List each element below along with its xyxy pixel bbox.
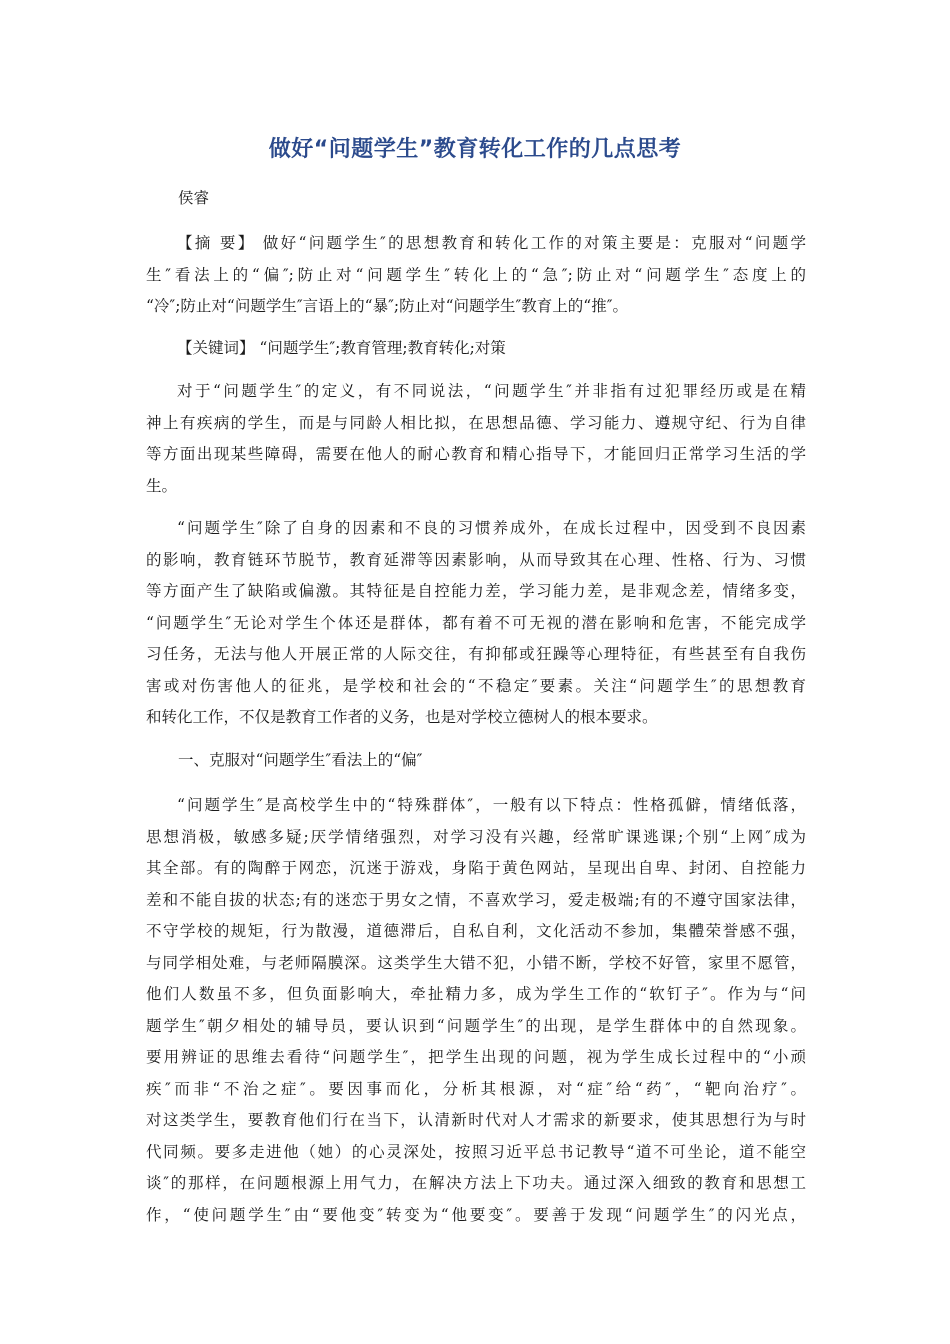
paragraph-line: 习任务，无法与他人开展正常的人际交往，有抑郁或狂躁等心理特征，有些甚至有自我伤 — [146, 645, 806, 663]
paragraph-line: 作，“使问题学生″由“要他变″转变为“他要变″。要善于发现“问题学生″的闪光点， — [146, 1205, 806, 1224]
author-name: 侯睿 — [178, 189, 210, 207]
paragraph-causes — [146, 513, 806, 734]
paragraph-line: 其全部。有的陶醉于网恋，沉迷于游戏，身陷于黄色网站，呈现出自卑、封闭、自控能力 — [146, 859, 806, 877]
paragraph-line: “问题学生″除了自身的因素和不良的习惯养成外，在成长过程中，因受到不良因素 — [177, 519, 806, 537]
paragraph-line: 与同学相处难，与老师隔膜深。这类学生大错不犯，小错不断，学校不好管，家里不愿管， — [146, 953, 806, 972]
keywords-block — [146, 333, 806, 365]
paragraph-line: 对这类学生，要教育他们行在当下，认清新时代对人才需求的新要求，使其思想行为与时 — [146, 1111, 806, 1129]
paragraph-line: 代同频。要多走进他（她）的心灵深处，按照习近平总书记教导“道不可坐论，道不能空 — [146, 1142, 806, 1161]
abstract-block — [146, 228, 806, 323]
paragraph-line: 神上有疾病的学生，而是与同龄人相比拟，在思想品德、学习能力、遵规守纪、行为自律 — [146, 413, 806, 432]
section1-body — [146, 790, 806, 1231]
paragraph-line: 思想消极，敏感多疑;厌学情绪强烈，对学习没有兴趣，经常旷课逃课;个别“上网″成为 — [146, 827, 806, 846]
paragraph-line: 他们人数虽不多，但负面影响大，牵扯精力多，成为学生工作的“软钉子″。作为与“问 — [146, 985, 806, 1003]
article-title: 做好“问题学生”教育转化工作的几点思考 — [268, 137, 682, 162]
paragraph-line: “问题学生″是高校学生中的“特殊群体″，一般有以下特点：性格孤僻，情绪低落， — [177, 796, 806, 814]
paragraph-line: 题学生″朝夕相处的辅导员，要认识到“问题学生″的出现，是学生群体中的自然现象。 — [146, 1016, 806, 1035]
paragraph-line: 对于“问题学生″的定义，有不同说法，“问题学生″并非指有过犯罪经历或是在精 — [177, 382, 806, 400]
paragraph-line: 不守学校的规矩，行为散漫，道德滞后，自私自利，文化活动不参加，集體荣誉感不强， — [146, 922, 806, 940]
paragraph-line: 的影响，教育链环节脱节，教育延滞等因素影响，从而导致其在心理、性格、行为、习惯 — [146, 550, 806, 569]
paragraph-line: 差和不能自拔的状态;有的迷恋于男女之情，不喜欢学习，爱走极端;有的不遵守国家法律， — [146, 890, 806, 909]
paragraph-line: 要用辨证的思维去看待“问题学生″，把学生出现的问题，视为学生成长过程中的“小顽 — [146, 1048, 806, 1066]
section-heading: 一、克服对“问题学生″看法上的“偏″ — [178, 751, 423, 769]
paragraph-line: 疾″而非“不治之症″。要因事而化，分析其根源，对“症″给“药″，“靶向治疗″。 — [146, 1079, 806, 1098]
paragraph-line: 生。 — [146, 476, 178, 495]
keywords-line: 【关键词】 “问题学生″;教育管理;教育转化;对策 — [177, 339, 506, 357]
abstract-line: “冷″;防止对“问题学生″言语上的“暴″;防止对“问题学生″教育上的“推″。 — [146, 297, 629, 315]
abstract-line: 【摘 要】 做好“问题学生″的思想教育和转化工作的对策主要是：克服对“问题学 — [177, 234, 806, 252]
abstract-line: 生″看法上的“偏″;防止对“问题学生″转化上的“急″;防止对“问题学生″态度上的 — [146, 265, 806, 284]
paragraph-line: 等方面产生了缺陷或偏激。其特征是自控能力差，学习能力差，是非观念差，情绪多变， — [146, 582, 806, 600]
paragraph-line: 等方面出现某些障碍，需要在他人的耐心教育和精心指导下，才能回归正常学习生活的学 — [146, 445, 806, 463]
paragraph-line: 谈″的那样，在问题根源上用气力，在解决方法上下功夫。通过深入细致的教育和思想工 — [146, 1174, 806, 1192]
paragraph-definition — [146, 376, 806, 502]
paragraph-line: “问题学生″无论对学生个体还是群体，都有着不可无视的潜在影响和危害，不能完成学 — [146, 613, 806, 632]
paragraph-line: 害或对伤害他人的征兆，是学校和社会的“不稳定″要素。关注“问题学生″的思想教育 — [146, 676, 806, 695]
paragraph-line: 和转化工作，不仅是教育工作者的义务，也是对学校立德树人的根本要求。 — [146, 708, 658, 726]
